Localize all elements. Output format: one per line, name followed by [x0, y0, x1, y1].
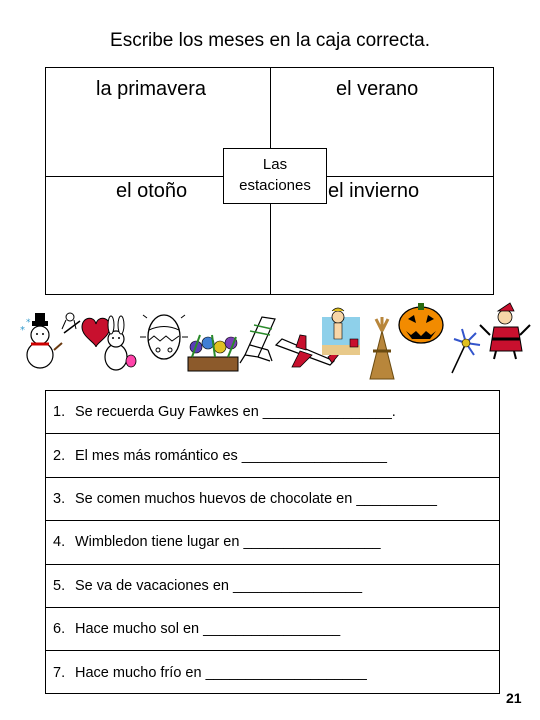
question-text: El mes más romántico es __________________ — [75, 447, 387, 464]
easter-bunny-icon — [105, 316, 136, 370]
question-row — [46, 565, 499, 608]
clipart-strip — [0, 295, 540, 390]
question-number: 5. — [53, 577, 66, 594]
question-row — [46, 521, 499, 564]
question-number: 4. — [53, 534, 66, 551]
snowman-icon — [20, 313, 62, 368]
heart-cupid-icon — [62, 313, 110, 347]
firework-icon — [452, 329, 480, 373]
jack-o-lantern-icon — [399, 303, 443, 343]
svg-text:*: * — [26, 318, 31, 328]
question-row — [46, 608, 499, 651]
seasons-grid — [45, 67, 494, 295]
worksheet-title: Escribe los meses en la caja correcta. — [110, 30, 430, 51]
question-number: 3. — [53, 490, 66, 507]
question-text: Hace mucho frío en ____________________ — [75, 665, 367, 682]
flower-box-icon — [188, 335, 238, 371]
question-text: Se recuerda Guy Fawkes en ________________. — [75, 404, 396, 421]
santa-icon — [480, 303, 530, 359]
easter-egg-icon — [140, 315, 188, 359]
question-number: 1. — [53, 404, 66, 421]
center-label-line2: estaciones — [239, 177, 311, 194]
question-row — [46, 478, 499, 521]
question-text: Se va de vacaciones en ________________ — [75, 577, 363, 594]
question-text: Hace mucho sol en _________________ — [75, 621, 341, 638]
center-label-line1: Las — [262, 156, 288, 173]
seasons-center-box — [223, 148, 327, 204]
question-row — [46, 434, 499, 477]
question-number: 2. — [53, 447, 66, 464]
question-row — [46, 651, 499, 694]
lawn-chair-icon — [240, 317, 275, 363]
page-number: 21 — [506, 690, 522, 706]
question-text: Se comen muchos huevos de chocolate en __________ — [75, 490, 437, 507]
question-number: 7. — [53, 665, 66, 682]
svg-text:*: * — [20, 325, 25, 336]
season-autumn-label: el otoño — [116, 180, 188, 202]
question-text: Wimbledon tiene lugar en _________________ — [75, 534, 381, 551]
question-row — [46, 391, 499, 434]
question-number: 6. — [53, 621, 66, 638]
wheat-sheaf-icon — [370, 317, 394, 379]
child-beach-icon — [322, 308, 360, 355]
season-spring-label: la primavera — [96, 78, 207, 100]
season-winter-label: el invierno — [328, 180, 420, 202]
questions-table — [45, 390, 500, 694]
season-summer-label: el verano — [336, 78, 419, 100]
